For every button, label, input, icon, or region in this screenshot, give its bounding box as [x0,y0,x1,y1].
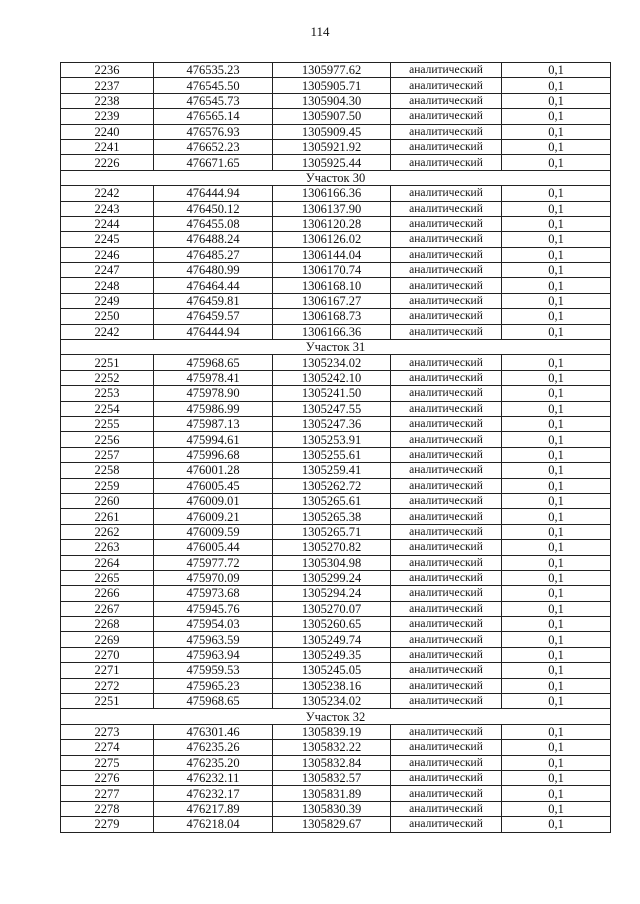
method-cell: аналитический [391,463,502,478]
method-cell: аналитический [391,617,502,632]
y-coordinate-cell: 1305247.36 [273,416,391,431]
point-number-cell: 2277 [61,786,154,801]
y-coordinate-cell: 1305247.55 [273,401,391,416]
method-cell: аналитический [391,755,502,770]
point-number-cell: 2264 [61,555,154,570]
table-row [61,755,611,770]
table-row [61,601,611,616]
point-number-cell: 2236 [61,63,154,78]
x-coordinate-cell: 476217.89 [154,801,273,816]
point-number-cell: 2261 [61,509,154,524]
y-coordinate-cell: 1305299.24 [273,570,391,585]
table-row [61,109,611,124]
y-coordinate-cell: 1305234.02 [273,355,391,370]
table-row [61,817,611,832]
x-coordinate-cell: 476576.93 [154,124,273,139]
point-number-cell: 2274 [61,740,154,755]
point-number-cell: 2237 [61,78,154,93]
y-coordinate-cell: 1306166.36 [273,186,391,201]
method-cell: аналитический [391,78,502,93]
table-row [61,478,611,493]
y-coordinate-cell: 1306126.02 [273,232,391,247]
accuracy-cell: 0,1 [502,139,611,154]
accuracy-cell: 0,1 [502,216,611,231]
y-coordinate-cell: 1305242.10 [273,370,391,385]
x-coordinate-cell: 475994.61 [154,432,273,447]
method-cell: аналитический [391,786,502,801]
x-coordinate-cell: 475965.23 [154,678,273,693]
method-cell: аналитический [391,493,502,508]
point-number-cell: 2242 [61,186,154,201]
table-row [61,386,611,401]
y-coordinate-cell: 1305832.22 [273,740,391,755]
point-number-cell: 2242 [61,324,154,339]
x-coordinate-cell: 475978.90 [154,386,273,401]
point-number-cell: 2238 [61,93,154,108]
accuracy-cell: 0,1 [502,770,611,785]
y-coordinate-cell: 1306168.10 [273,278,391,293]
table-row [61,632,611,647]
x-coordinate-cell: 475973.68 [154,586,273,601]
y-coordinate-cell: 1305925.44 [273,155,391,170]
x-coordinate-cell: 475963.94 [154,647,273,662]
point-number-cell: 2278 [61,801,154,816]
table-row [61,724,611,739]
section-title: Участок 31 [61,340,611,355]
point-number-cell: 2255 [61,416,154,431]
method-cell: аналитический [391,540,502,555]
table-row [61,324,611,339]
method-cell: аналитический [391,509,502,524]
point-number-cell: 2275 [61,755,154,770]
point-number-cell: 2239 [61,109,154,124]
table-row [61,186,611,201]
x-coordinate-cell: 476232.17 [154,786,273,801]
x-coordinate-cell: 476485.27 [154,247,273,262]
x-coordinate-cell: 475963.59 [154,632,273,647]
method-cell: аналитический [391,232,502,247]
x-coordinate-cell: 476464.44 [154,278,273,293]
accuracy-cell: 0,1 [502,632,611,647]
point-number-cell: 2256 [61,432,154,447]
table-row [61,93,611,108]
accuracy-cell: 0,1 [502,309,611,324]
x-coordinate-cell: 476444.94 [154,186,273,201]
point-number-cell: 2271 [61,663,154,678]
y-coordinate-cell: 1305904.30 [273,93,391,108]
y-coordinate-cell: 1305270.82 [273,540,391,555]
accuracy-cell: 0,1 [502,724,611,739]
point-number-cell: 2276 [61,770,154,785]
accuracy-cell: 0,1 [502,663,611,678]
x-coordinate-cell: 476218.04 [154,817,273,832]
y-coordinate-cell: 1305265.38 [273,509,391,524]
table-row [61,493,611,508]
y-coordinate-cell: 1305905.71 [273,78,391,93]
x-coordinate-cell: 475996.68 [154,447,273,462]
accuracy-cell: 0,1 [502,755,611,770]
y-coordinate-cell: 1305270.07 [273,601,391,616]
table-row [61,247,611,262]
table-row [61,694,611,709]
y-coordinate-cell: 1305234.02 [273,694,391,709]
accuracy-cell: 0,1 [502,478,611,493]
accuracy-cell: 0,1 [502,555,611,570]
point-number-cell: 2269 [61,632,154,647]
method-cell: аналитический [391,524,502,539]
y-coordinate-cell: 1306167.27 [273,293,391,308]
table-row [61,370,611,385]
y-coordinate-cell: 1305265.71 [273,524,391,539]
accuracy-cell: 0,1 [502,463,611,478]
point-number-cell: 2251 [61,355,154,370]
x-coordinate-cell: 476450.12 [154,201,273,216]
x-coordinate-cell: 476480.99 [154,263,273,278]
method-cell: аналитический [391,293,502,308]
method-cell: аналитический [391,817,502,832]
method-cell: аналитический [391,678,502,693]
method-cell: аналитический [391,247,502,262]
y-coordinate-cell: 1305907.50 [273,109,391,124]
y-coordinate-cell: 1305259.41 [273,463,391,478]
y-coordinate-cell: 1305831.89 [273,786,391,801]
method-cell: аналитический [391,570,502,585]
table-row [61,293,611,308]
y-coordinate-cell: 1306144.04 [273,247,391,262]
method-cell: аналитический [391,263,502,278]
x-coordinate-cell: 475954.03 [154,617,273,632]
accuracy-cell: 0,1 [502,247,611,262]
x-coordinate-cell: 476488.24 [154,232,273,247]
accuracy-cell: 0,1 [502,201,611,216]
point-number-cell: 2262 [61,524,154,539]
point-number-cell: 2272 [61,678,154,693]
y-coordinate-cell: 1305832.57 [273,770,391,785]
method-cell: аналитический [391,309,502,324]
y-coordinate-cell: 1306168.73 [273,309,391,324]
table-row [61,401,611,416]
y-coordinate-cell: 1306137.90 [273,201,391,216]
table-row [61,524,611,539]
x-coordinate-cell: 476235.20 [154,755,273,770]
point-number-cell: 2268 [61,617,154,632]
x-coordinate-cell: 476001.28 [154,463,273,478]
y-coordinate-cell: 1305304.98 [273,555,391,570]
method-cell: аналитический [391,740,502,755]
x-coordinate-cell: 475970.09 [154,570,273,585]
point-number-cell: 2270 [61,647,154,662]
table-row [61,570,611,585]
x-coordinate-cell: 476009.21 [154,509,273,524]
method-cell: аналитический [391,63,502,78]
method-cell: аналитический [391,694,502,709]
point-number-cell: 2248 [61,278,154,293]
section-header-row [61,709,611,724]
table-row [61,416,611,431]
y-coordinate-cell: 1305294.24 [273,586,391,601]
point-number-cell: 2254 [61,401,154,416]
point-number-cell: 2259 [61,478,154,493]
table-row [61,355,611,370]
x-coordinate-cell: 476671.65 [154,155,273,170]
method-cell: аналитический [391,355,502,370]
accuracy-cell: 0,1 [502,78,611,93]
point-number-cell: 2226 [61,155,154,170]
x-coordinate-cell: 476652.23 [154,139,273,154]
table-row [61,678,611,693]
y-coordinate-cell: 1305249.74 [273,632,391,647]
method-cell: аналитический [391,370,502,385]
accuracy-cell: 0,1 [502,694,611,709]
point-number-cell: 2249 [61,293,154,308]
y-coordinate-cell: 1305245.05 [273,663,391,678]
y-coordinate-cell: 1305253.91 [273,432,391,447]
y-coordinate-cell: 1305255.61 [273,447,391,462]
method-cell: аналитический [391,186,502,201]
y-coordinate-cell: 1305839.19 [273,724,391,739]
y-coordinate-cell: 1305238.16 [273,678,391,693]
accuracy-cell: 0,1 [502,186,611,201]
accuracy-cell: 0,1 [502,570,611,585]
accuracy-cell: 0,1 [502,509,611,524]
accuracy-cell: 0,1 [502,601,611,616]
y-coordinate-cell: 1306166.36 [273,324,391,339]
accuracy-cell: 0,1 [502,678,611,693]
y-coordinate-cell: 1306170.74 [273,263,391,278]
method-cell: аналитический [391,447,502,462]
point-number-cell: 2273 [61,724,154,739]
table-row [61,740,611,755]
table-row [61,801,611,816]
method-cell: аналитический [391,724,502,739]
accuracy-cell: 0,1 [502,617,611,632]
x-coordinate-cell: 475968.65 [154,355,273,370]
point-number-cell: 2266 [61,586,154,601]
point-number-cell: 2258 [61,463,154,478]
accuracy-cell: 0,1 [502,801,611,816]
section-header-row [61,170,611,185]
x-coordinate-cell: 476459.81 [154,293,273,308]
method-cell: аналитический [391,216,502,231]
point-number-cell: 2240 [61,124,154,139]
point-number-cell: 2252 [61,370,154,385]
accuracy-cell: 0,1 [502,386,611,401]
accuracy-cell: 0,1 [502,524,611,539]
y-coordinate-cell: 1305262.72 [273,478,391,493]
accuracy-cell: 0,1 [502,355,611,370]
x-coordinate-cell: 476444.94 [154,324,273,339]
method-cell: аналитический [391,155,502,170]
accuracy-cell: 0,1 [502,263,611,278]
method-cell: аналитический [391,201,502,216]
method-cell: аналитический [391,632,502,647]
accuracy-cell: 0,1 [502,786,611,801]
point-number-cell: 2244 [61,216,154,231]
table-row [61,232,611,247]
method-cell: аналитический [391,601,502,616]
y-coordinate-cell: 1305249.35 [273,647,391,662]
accuracy-cell: 0,1 [502,370,611,385]
page-number: 114 [310,24,330,39]
y-coordinate-cell: 1305977.62 [273,63,391,78]
table-row [61,509,611,524]
coordinates-table [60,62,611,833]
x-coordinate-cell: 476009.01 [154,493,273,508]
method-cell: аналитический [391,801,502,816]
table-row [61,555,611,570]
y-coordinate-cell: 1305909.45 [273,124,391,139]
table-row [61,617,611,632]
accuracy-cell: 0,1 [502,540,611,555]
method-cell: аналитический [391,386,502,401]
section-title: Участок 30 [61,170,611,185]
y-coordinate-cell: 1305830.39 [273,801,391,816]
x-coordinate-cell: 476545.50 [154,78,273,93]
point-number-cell: 2257 [61,447,154,462]
x-coordinate-cell: 476301.46 [154,724,273,739]
accuracy-cell: 0,1 [502,293,611,308]
x-coordinate-cell: 476535.23 [154,63,273,78]
table-row [61,432,611,447]
accuracy-cell: 0,1 [502,93,611,108]
point-number-cell: 2253 [61,386,154,401]
point-number-cell: 2260 [61,493,154,508]
point-number-cell: 2265 [61,570,154,585]
table-row [61,201,611,216]
accuracy-cell: 0,1 [502,324,611,339]
method-cell: аналитический [391,401,502,416]
accuracy-cell: 0,1 [502,647,611,662]
accuracy-cell: 0,1 [502,416,611,431]
method-cell: аналитический [391,432,502,447]
accuracy-cell: 0,1 [502,493,611,508]
method-cell: аналитический [391,647,502,662]
accuracy-cell: 0,1 [502,401,611,416]
method-cell: аналитический [391,139,502,154]
y-coordinate-cell: 1305241.50 [273,386,391,401]
method-cell: аналитический [391,586,502,601]
y-coordinate-cell: 1305260.65 [273,617,391,632]
accuracy-cell: 0,1 [502,155,611,170]
x-coordinate-cell: 476455.08 [154,216,273,231]
x-coordinate-cell: 475959.53 [154,663,273,678]
method-cell: аналитический [391,124,502,139]
method-cell: аналитический [391,416,502,431]
point-number-cell: 2267 [61,601,154,616]
table-row [61,647,611,662]
point-number-cell: 2263 [61,540,154,555]
accuracy-cell: 0,1 [502,740,611,755]
table-row [61,586,611,601]
method-cell: аналитический [391,109,502,124]
section-title: Участок 32 [61,709,611,724]
point-number-cell: 2251 [61,694,154,709]
coordinates-table-body [61,63,611,833]
x-coordinate-cell: 476545.73 [154,93,273,108]
accuracy-cell: 0,1 [502,432,611,447]
point-number-cell: 2247 [61,263,154,278]
point-number-cell: 2279 [61,817,154,832]
x-coordinate-cell: 475977.72 [154,555,273,570]
method-cell: аналитический [391,478,502,493]
y-coordinate-cell: 1305921.92 [273,139,391,154]
accuracy-cell: 0,1 [502,817,611,832]
section-header-row [61,340,611,355]
table-row [61,139,611,154]
accuracy-cell: 0,1 [502,124,611,139]
x-coordinate-cell: 475978.41 [154,370,273,385]
method-cell: аналитический [391,770,502,785]
y-coordinate-cell: 1305829.67 [273,817,391,832]
y-coordinate-cell: 1305832.84 [273,755,391,770]
x-coordinate-cell: 476232.11 [154,770,273,785]
x-coordinate-cell: 475987.13 [154,416,273,431]
accuracy-cell: 0,1 [502,109,611,124]
table-row [61,663,611,678]
table-row [61,786,611,801]
accuracy-cell: 0,1 [502,232,611,247]
x-coordinate-cell: 475945.76 [154,601,273,616]
table-row [61,216,611,231]
x-coordinate-cell: 476005.45 [154,478,273,493]
table-row [61,309,611,324]
point-number-cell: 2250 [61,309,154,324]
point-number-cell: 2245 [61,232,154,247]
y-coordinate-cell: 1306120.28 [273,216,391,231]
accuracy-cell: 0,1 [502,63,611,78]
table-row [61,278,611,293]
x-coordinate-cell: 475968.65 [154,694,273,709]
point-number-cell: 2246 [61,247,154,262]
table-row [61,263,611,278]
accuracy-cell: 0,1 [502,586,611,601]
x-coordinate-cell: 476009.59 [154,524,273,539]
table-row [61,63,611,78]
table-row [61,540,611,555]
accuracy-cell: 0,1 [502,278,611,293]
table-row [61,155,611,170]
point-number-cell: 2241 [61,139,154,154]
method-cell: аналитический [391,663,502,678]
x-coordinate-cell: 476235.26 [154,740,273,755]
table-row [61,770,611,785]
x-coordinate-cell: 476459.57 [154,309,273,324]
method-cell: аналитический [391,278,502,293]
table-row [61,124,611,139]
y-coordinate-cell: 1305265.61 [273,493,391,508]
table-row [61,78,611,93]
method-cell: аналитический [391,93,502,108]
x-coordinate-cell: 475986.99 [154,401,273,416]
accuracy-cell: 0,1 [502,447,611,462]
x-coordinate-cell: 476565.14 [154,109,273,124]
x-coordinate-cell: 476005.44 [154,540,273,555]
method-cell: аналитический [391,324,502,339]
method-cell: аналитический [391,555,502,570]
table-row [61,447,611,462]
point-number-cell: 2243 [61,201,154,216]
table-row [61,463,611,478]
